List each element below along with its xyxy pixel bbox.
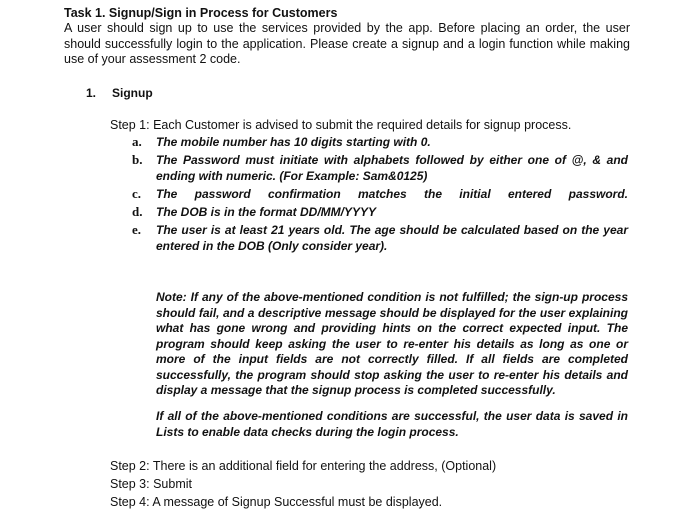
requirement-letter: d.: [132, 204, 143, 219]
task-title: Task 1. Signup/Sign in Process for Customers: [64, 6, 338, 20]
step-1: Step 1: Each Customer is advised to submit the required details for signup process.: [110, 118, 572, 132]
intro-paragraph: A user should sign up to use the services provided by the app. Before placing an order, the user should successfully login to the application. Please create a signup and a login function while making use of your assessment 2 code.: [64, 21, 630, 66]
requirement-text: The password confirmation matches the initial entered password.: [156, 187, 628, 201]
requirement-item: [132, 186, 628, 202]
requirement-item: [132, 222, 628, 254]
step-3: Step 3: Submit: [110, 477, 192, 491]
requirement-item: [132, 134, 628, 150]
remaining-steps: [110, 457, 496, 511]
step-2: Step 2: There is an additional field for entering the address, (Optional): [110, 459, 497, 473]
note-paragraph-2: If all of the above-mentioned conditions are successful, the user data is saved in Lists to enable data checks during the login process.: [156, 409, 628, 439]
section-number: 1.: [86, 86, 97, 100]
section-heading: [86, 86, 153, 100]
requirement-letter: a.: [132, 134, 142, 149]
requirements-list: [132, 134, 628, 256]
requirement-letter: b.: [132, 152, 143, 167]
requirement-text: The mobile number has 10 digits starting with 0.: [156, 135, 431, 149]
requirement-item: [132, 204, 628, 220]
section-title: Signup: [112, 86, 153, 100]
requirement-item: [132, 152, 628, 184]
step-4: Step 4: A message of Signup Successful must be displayed.: [110, 495, 443, 509]
requirement-text: The user is at least 21 years old. The age should be calculated based on the year entered in the DOB (Only consider year).: [156, 223, 628, 253]
requirement-letter: e.: [132, 222, 142, 237]
requirement-text: The Password must initiate with alphabets followed by either one of @, & and ending with numeric. (For Example: Sam&0125): [156, 153, 628, 183]
requirement-letter: c.: [132, 186, 142, 201]
requirement-text: The DOB is in the format DD/MM/YYYY: [156, 205, 377, 219]
note-paragraph: Note: If any of the above-mentioned condition is not fulfilled; the sign-up process should fail, and a descriptive message should be displayed for the user explaining what has gone wrong and providing hints on the correct expected input. The program should keep asking the user to re-enter his details as long as one or more of the input fields are not correctly filled. If all fields are completed successfully, the program should stop asking the user to re-enter his details and display a message that the signup process is completed successfully.: [156, 290, 628, 397]
